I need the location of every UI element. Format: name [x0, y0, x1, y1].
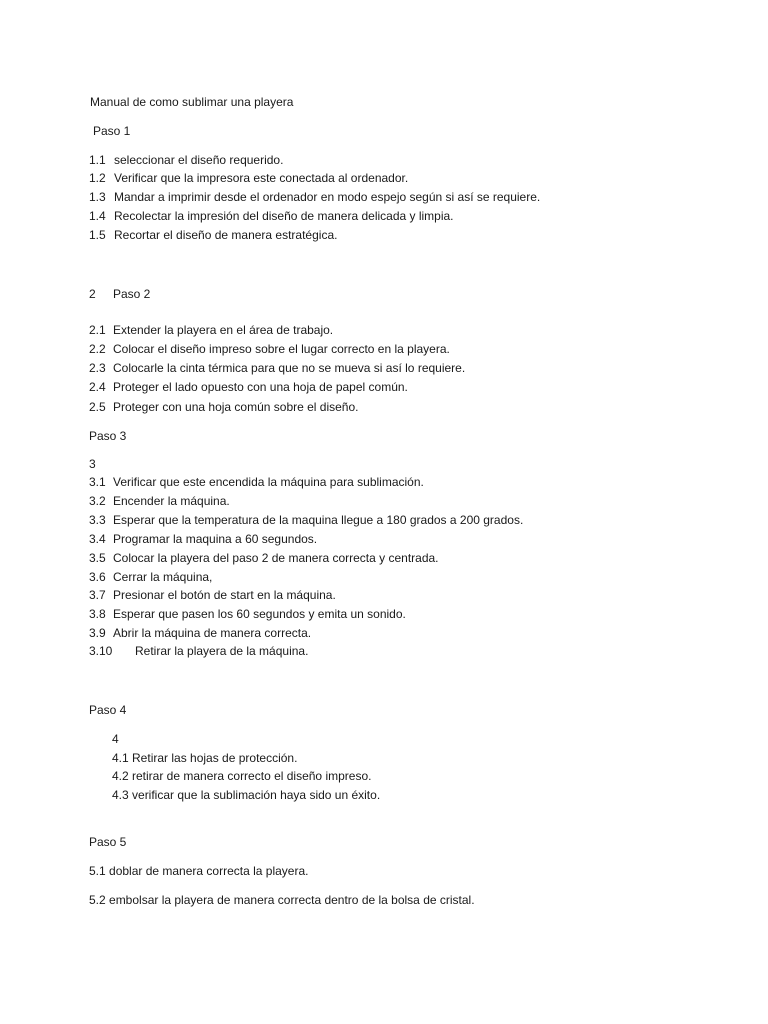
- list-item: [89, 208, 454, 224]
- item-text: Colocar el diseño impreso sobre el lugar correcto en la playera.: [113, 342, 450, 356]
- section-number: 2: [89, 287, 96, 301]
- section-number: 3: [89, 457, 96, 471]
- list-item: [89, 170, 408, 186]
- item-number: 2.1: [89, 323, 106, 337]
- item-text: Abrir la máquina de manera correcta.: [113, 626, 312, 640]
- list-item: [89, 399, 359, 415]
- list-item: 5.2 embolsar la playera de manera correcta dentro de la bolsa de cristal.: [89, 893, 475, 907]
- paso2-heading-row: [89, 286, 150, 302]
- list-item: 4.1 Retirar las hojas de protección.: [112, 751, 298, 765]
- item-number: 3.10: [89, 644, 113, 658]
- item-text: Mandar a imprimir desde el ordenador en modo espejo según si así se requiere.: [114, 190, 541, 204]
- item-text: Cerrar la máquina,: [113, 570, 213, 584]
- item-number: 3.2: [89, 494, 106, 508]
- item-text: Encender la máquina.: [113, 494, 230, 508]
- item-text: Proteger el lado opuesto con una hoja de papel común.: [113, 380, 408, 394]
- list-item: [89, 569, 212, 585]
- list-item: [89, 341, 450, 357]
- item-number: 3.1: [89, 475, 106, 489]
- item-number: 3.7: [89, 588, 106, 602]
- item-number: 3.6: [89, 570, 106, 584]
- list-item: [89, 322, 333, 338]
- item-text: Verificar que este encendida la máquina para sublimación.: [113, 475, 424, 489]
- paso4-heading: Paso 4: [89, 703, 127, 717]
- list-item: [89, 227, 337, 243]
- item-number: 1.1: [89, 153, 106, 167]
- item-text: Proteger con una hoja común sobre el diseño.: [113, 400, 359, 414]
- item-text: Recolectar la impresión del diseño de manera delicada y limpia.: [114, 209, 454, 223]
- item-number: 2.4: [89, 380, 106, 394]
- paso1-heading: Paso 1: [93, 124, 131, 138]
- item-text: Colocarle la cinta térmica para que no se mueva si así lo requiere.: [113, 361, 466, 375]
- item-number: 2.2: [89, 342, 106, 356]
- item-text: Retirar la playera de la máquina.: [135, 644, 309, 658]
- item-text: Esperar que la temperatura de la maquina llegue a 180 grados a 200 grados.: [113, 513, 524, 527]
- list-item: [89, 189, 540, 205]
- list-item: [89, 512, 523, 528]
- item-number: 3.3: [89, 513, 106, 527]
- item-text: Presionar el botón de start en la máquina.: [113, 588, 336, 602]
- item-text: seleccionar el diseño requerido.: [114, 153, 284, 167]
- paso3-heading: Paso 3: [89, 429, 127, 443]
- list-item: [89, 474, 424, 490]
- item-text: Verificar que la impresora este conectada al ordenador.: [114, 171, 409, 185]
- item-number: 2.5: [89, 400, 106, 414]
- item-text: Programar la maquina a 60 segundos.: [113, 532, 318, 546]
- item-text: Colocar la playera del paso 2 de manera correcta y centrada.: [113, 551, 439, 565]
- item-number: 3.4: [89, 532, 106, 546]
- list-item: [89, 152, 283, 168]
- item-text: Extender la playera en el área de trabajo.: [113, 323, 334, 337]
- item-number: 1.4: [89, 209, 106, 223]
- list-item: [89, 587, 336, 603]
- paso5-heading: Paso 5: [89, 835, 127, 849]
- list-item: [89, 643, 308, 659]
- list-item: 5.1 doblar de manera correcta la playera.: [89, 864, 309, 878]
- list-item: [89, 550, 439, 566]
- item-number: 1.5: [89, 228, 106, 242]
- section-number: 4: [112, 732, 119, 746]
- list-item: [89, 360, 465, 376]
- item-number: 1.2: [89, 171, 106, 185]
- list-item: [89, 379, 408, 395]
- list-item: 4.2 retirar de manera correcto el diseño impreso.: [112, 769, 372, 783]
- item-number: 3.5: [89, 551, 106, 565]
- paso2-heading: Paso 2: [113, 287, 151, 301]
- item-number: 3.8: [89, 607, 106, 621]
- item-text: Recortar el diseño de manera estratégica.: [114, 228, 338, 242]
- item-number: 3.9: [89, 626, 106, 640]
- item-text: Esperar que pasen los 60 segundos y emita un sonido.: [113, 607, 406, 621]
- list-item: 4.3 verificar que la sublimación haya sido un éxito.: [112, 788, 381, 802]
- document-title: Manual de como sublimar una playera: [90, 95, 294, 109]
- list-item: [89, 606, 406, 622]
- item-number: 2.3: [89, 361, 106, 375]
- item-number: 1.3: [89, 190, 106, 204]
- list-item: [89, 493, 230, 509]
- list-item: [89, 625, 311, 641]
- list-item: [89, 531, 317, 547]
